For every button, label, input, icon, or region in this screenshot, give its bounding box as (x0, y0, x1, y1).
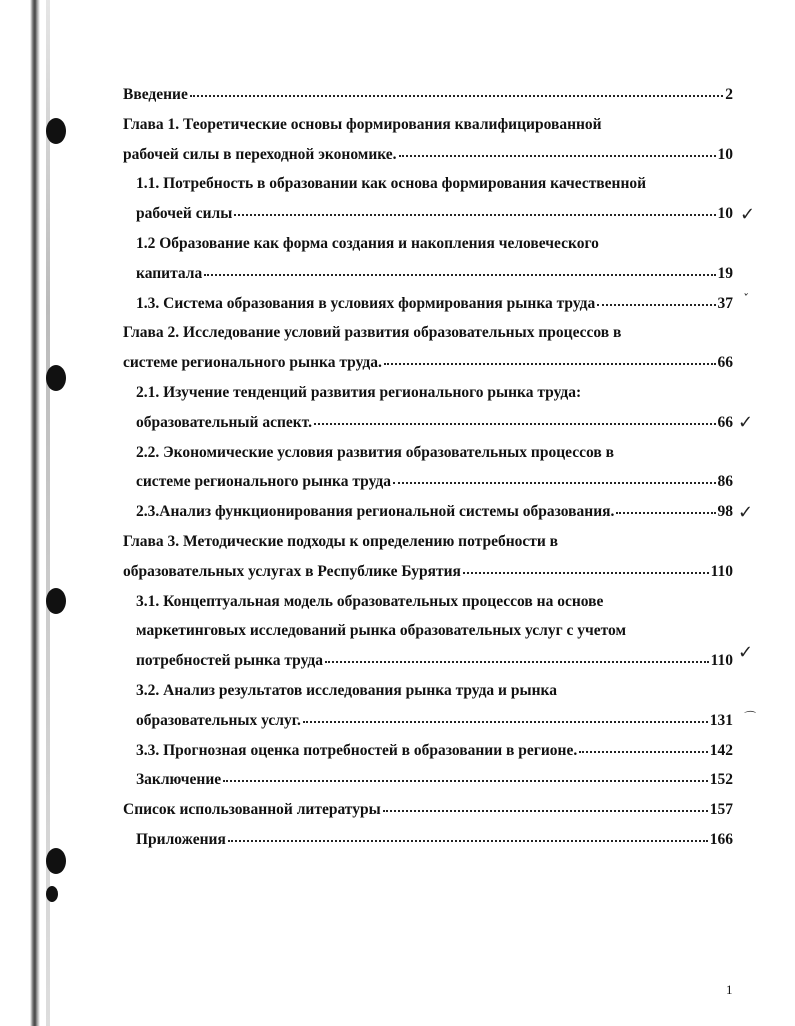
toc-entry (123, 503, 733, 533)
dot-leader (314, 423, 715, 425)
dot-leader (616, 512, 715, 514)
dot-leader (234, 214, 715, 216)
toc-entry (123, 116, 733, 146)
toc-entry-title: 2.1. Изучение тенденций развития регионального рынка труда: (136, 383, 582, 401)
punch-hole (46, 365, 66, 391)
toc-entry (123, 265, 733, 295)
dot-leader (384, 363, 716, 365)
toc-entry (123, 324, 733, 354)
toc-entry (123, 86, 733, 116)
toc-entry-page: 10 (717, 145, 733, 163)
toc-entry (123, 414, 733, 444)
toc-entry (123, 742, 733, 772)
dot-leader (393, 482, 716, 484)
toc-entry (123, 444, 733, 474)
dot-leader (399, 155, 716, 157)
toc-entry-page: 157 (709, 801, 733, 819)
toc-entry-page: 110 (710, 562, 733, 580)
toc-entry-page: 110 (710, 652, 733, 670)
toc-entry-title: 2.2. Экономические условия развития образовательных процессов в (136, 443, 614, 461)
table-of-contents (123, 86, 733, 861)
toc-entry (123, 354, 733, 384)
toc-entry-title: 2.3.Анализ функционирования региональной системы образования. (136, 503, 615, 521)
toc-entry (123, 384, 733, 414)
check-mark: ✓ (738, 642, 754, 663)
toc-entry-page: 98 (717, 503, 733, 521)
toc-entry-page: 66 (717, 413, 733, 431)
toc-entry (123, 712, 733, 742)
toc-entry-page: 131 (709, 711, 733, 729)
toc-entry-title: рабочей силы в переходной экономике. (123, 145, 397, 163)
toc-entry-title: образовательных услуг. (136, 711, 301, 729)
toc-entry-title: 3.1. Концептуальная модель образовательных процессов на основе (136, 592, 604, 610)
punch-hole (46, 848, 66, 874)
toc-entry-title: рабочей силы (136, 205, 233, 223)
toc-entry (123, 831, 733, 861)
dot-leader (325, 661, 709, 663)
toc-entry (123, 235, 733, 265)
toc-entry (123, 533, 733, 563)
punch-hole (46, 588, 66, 614)
scan-binding-edge (30, 0, 44, 1026)
check-mark: ✓ (740, 204, 756, 225)
toc-entry (123, 295, 733, 325)
check-mark: ✓ (738, 412, 754, 433)
check-mark: ✓ (738, 502, 754, 523)
toc-entry-page: 10 (717, 205, 733, 223)
toc-entry-page: 66 (717, 354, 733, 372)
check-mark: ˇ (742, 292, 748, 306)
dot-leader (463, 572, 709, 574)
punch-hole (46, 886, 58, 902)
toc-entry (123, 175, 733, 205)
toc-entry-title: 3.3. Прогнозная оценка потребностей в образовании в регионе. (136, 741, 578, 759)
toc-entry-title: маркетинговых исследований рынка образовательных услуг с учетом (136, 622, 627, 640)
toc-entry-page: 142 (709, 741, 733, 759)
dot-leader (228, 840, 708, 842)
toc-entry-title: образовательных услугах в Республике Бурятия (123, 562, 461, 580)
toc-entry-page: 37 (717, 294, 733, 312)
toc-entry-title: 1.2 Образование как форма создания и накопления человеческого (136, 234, 599, 252)
toc-entry-title: системе регионального рынка труда (136, 473, 391, 491)
toc-entry (123, 146, 733, 176)
toc-entry (123, 563, 733, 593)
toc-entry-title: Введение (123, 86, 188, 103)
toc-entry (123, 622, 733, 652)
dot-leader (383, 810, 708, 812)
toc-entry (123, 473, 733, 503)
dot-leader (223, 780, 708, 782)
dot-leader (597, 304, 715, 306)
toc-entry-page: 152 (709, 771, 733, 789)
toc-entry-title: системе регионального рынка труда. (123, 354, 382, 372)
toc-entry-title: Глава 1. Теоретические основы формирования квалифицированной (123, 115, 602, 133)
dot-leader (579, 751, 708, 753)
punch-hole (46, 118, 66, 144)
dot-leader (190, 95, 723, 97)
dot-leader (303, 721, 708, 723)
toc-entry-title: Глава 3. Методические подходы к определению потребности в (123, 532, 559, 550)
toc-entry-title: потребностей рынка труда (136, 652, 323, 670)
toc-entry (123, 593, 733, 623)
toc-entry-page: 2 (725, 86, 733, 103)
toc-entry-title: 1.3. Система образования в условиях формирования рынка труда (136, 294, 596, 312)
toc-entry-title: Список использованной литературы (123, 801, 381, 819)
toc-entry-page: 86 (717, 473, 733, 491)
toc-entry (123, 771, 733, 801)
toc-entry-title: образовательный аспект. (136, 413, 313, 431)
toc-entry (123, 205, 733, 235)
toc-entry-page: 166 (709, 830, 733, 848)
scan-shadow (46, 0, 50, 1026)
toc-entry-title: 3.2. Анализ результатов исследования рынка труда и рынка (136, 681, 557, 699)
page-number: 1 (726, 982, 733, 997)
toc-entry-title: Заключение (136, 771, 222, 789)
pen-mark: ⌒ (742, 710, 755, 724)
toc-entry-title: 1.1. Потребность в образовании как основа формирования качественной (136, 175, 647, 193)
toc-entry-title: Глава 2. Исследование условий развития образовательных процессов в (123, 324, 622, 342)
toc-entry-page: 19 (717, 264, 733, 282)
toc-entry-title: капитала (136, 264, 203, 282)
toc-entry-title: Приложения (136, 830, 226, 848)
toc-entry (123, 682, 733, 712)
toc-entry (123, 652, 733, 682)
dot-leader (204, 274, 715, 276)
toc-entry (123, 801, 733, 831)
